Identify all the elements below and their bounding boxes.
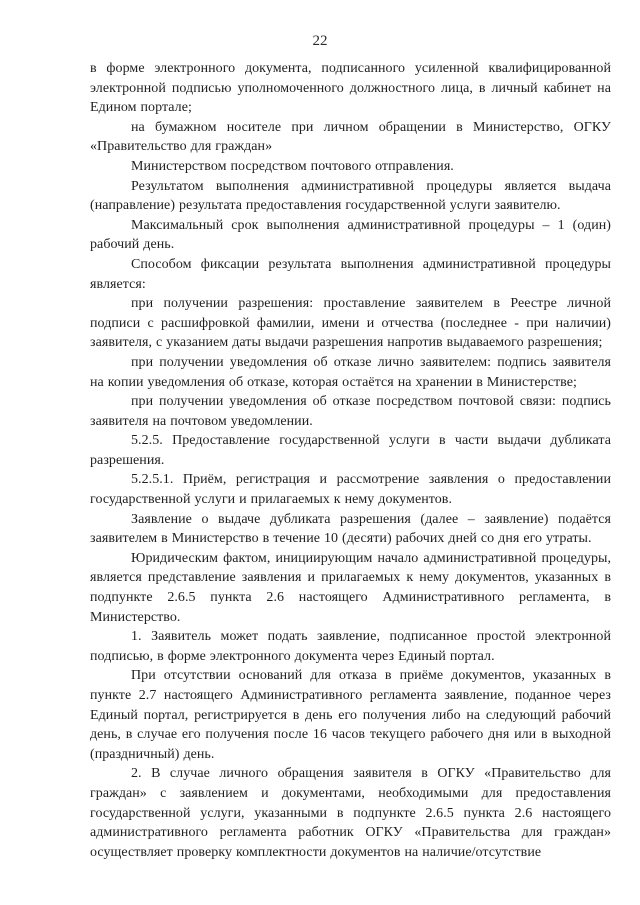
paragraph: Способом фиксации результата выполнения административной процедуры является:	[90, 256, 611, 292]
paragraph: Максимальный срок выполнения административной процедуры – 1 (один) рабочий день.	[90, 217, 611, 253]
paragraph: При отсутствии оснований для отказа в приёме документов, указанных в пункте 2.7 настоящего Административного регламента заявление, поданное через Единый портал, регистрируется в день его получения либо на следующий рабочий день, в случае его получения после 16 часов текущего рабочего дня или в выходной (праздничный) день.	[90, 668, 611, 762]
paragraph: при получении уведомления об отказе лично заявителем: подпись заявителя на копии уведомления об отказе, которая остаётся на хранении в Министерстве;	[90, 354, 611, 390]
paragraph: 5.2.5.1. Приём, регистрация и рассмотрение заявления о предоставлении государственной услуги и прилагаемых к нему документов.	[90, 472, 611, 508]
paragraph: на бумажном носителе при личном обращении в Министерство, ОГКУ «Правительство для граждан»	[90, 119, 611, 155]
paragraph: 2. В случае личного обращения заявителя в ОГКУ «Правительство для граждан» с заявлением и документами, необходимыми для предоставления государственной услуги, указанными в подпункте 2.6.5 пункта 2.6 настоящего административного регламента работник ОГКУ «Правительства для граждан» осуществляет проверку комплектности документов на наличие/отсутствие	[90, 766, 611, 860]
paragraph: Министерством посредством почтового отправления.	[131, 158, 454, 174]
paragraph: в форме электронного документа, подписанного усиленной квалифицированной электронной подписью уполномоченного должностного лица, в личный кабинет на Едином портале;	[90, 61, 611, 116]
paragraph: 5.2.5. Предоставление государственной услуги в части выдачи дубликата разрешения.	[90, 433, 611, 468]
page-number: 22	[312, 33, 328, 49]
paragraph: Юридическим фактом, инициирующим начало административной процедуры, является представление заявления и прилагаемых к нему документов, указанных в подпункте 2.6.5 пункта 2.6 настоящего Административного регламента, в Министерство.	[90, 550, 611, 625]
paragraph: Результатом выполнения административной процедуры является выдача (направление) результата предоставления государственной услуги заявителю.	[90, 178, 611, 214]
paragraph: 1. Заявитель может подать заявление, подписанное простой электронной подписью, в форме электронного документа через Единый портал.	[90, 629, 611, 664]
document-body	[90, 59, 611, 862]
paragraph: при получении разрешения: проставление заявителем в Реестре личной подписи с расшифровкой фамилии, имени и отчества (последнее - при наличии) заявителя, с указанием даты выдачи разрешения напротив выдаваемого разрешения;	[90, 296, 611, 351]
paragraph: Заявление о выдаче дубликата разрешения (далее – заявление) подаётся заявителем в Министерство в течение 10 (десяти) рабочих дней со дня его утраты.	[90, 511, 611, 547]
paragraph: при получении уведомления об отказе посредством почтовой связи: подпись заявителя на почтовом уведомлении.	[90, 394, 611, 429]
